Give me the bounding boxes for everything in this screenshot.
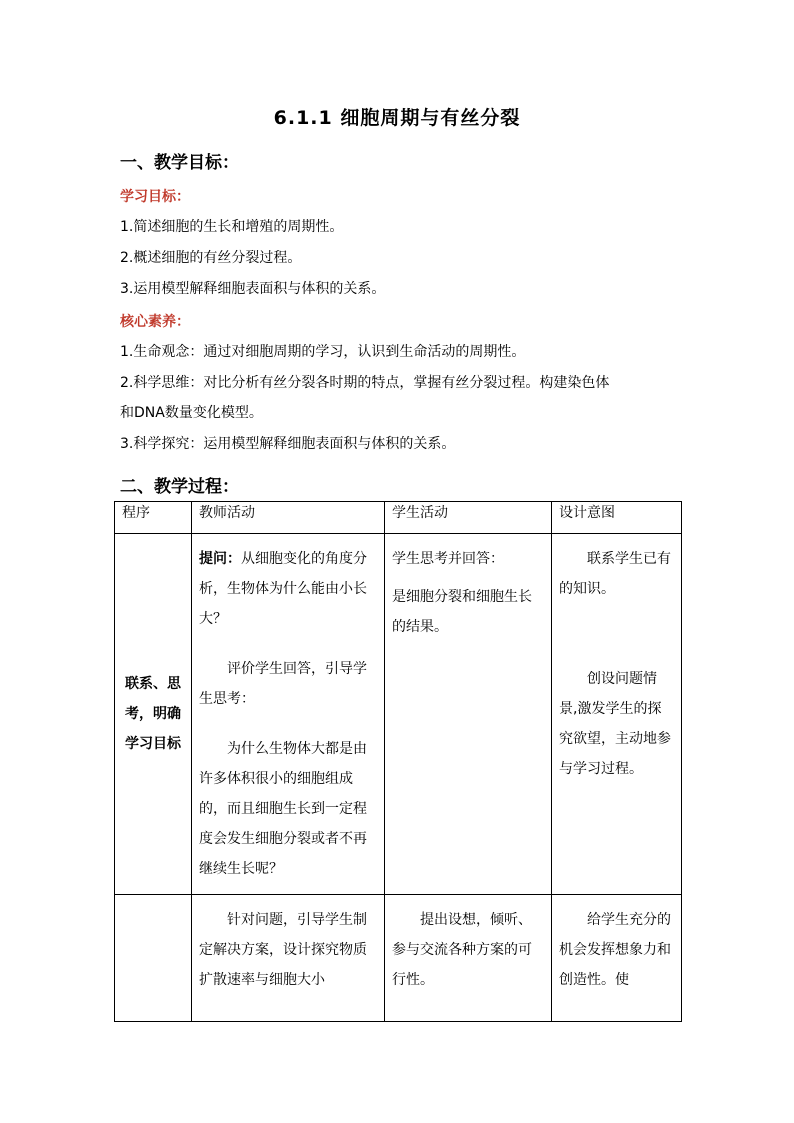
question-text: 从细胞变化的角度分析，生物体为什么能由小长大？	[199, 551, 367, 627]
stage-line: 考，明确	[125, 706, 181, 722]
table-header-row	[115, 502, 682, 534]
student-paragraph: 学生思考并回答：	[392, 551, 504, 567]
section1-heading: 一、教学目标：	[120, 153, 239, 173]
learning-goals-label: 学习目标：	[120, 189, 190, 205]
core-literacy-item: 和DNA数量变化模型。	[120, 405, 263, 421]
core-literacy-item: 3.科学探究：运用模型解释细胞表面积与体积的关系。	[120, 436, 456, 452]
section2-heading: 二、教学过程：	[120, 477, 239, 497]
design-intent-cell	[552, 534, 682, 895]
header-cell-intent: 设计意图	[552, 502, 682, 534]
stage-line: 学习目标	[125, 736, 181, 752]
teacher-activity-cell	[192, 534, 385, 895]
core-literacy-label: 核心素养：	[120, 314, 190, 330]
teacher-paragraph: 评价学生回答，引导学生思考：	[199, 661, 367, 707]
teacher-paragraph: 为什么生物体大都是由许多体积很小的细胞组成的，而且细胞生长到一定程度会发生细胞分裂或者不再继续生长呢？	[199, 741, 367, 877]
table-row	[115, 534, 682, 895]
teacher-question	[199, 544, 377, 634]
question-label: 提问：	[199, 551, 241, 567]
header-cell-student: 学生活动	[385, 502, 552, 534]
table-row	[115, 895, 682, 1022]
teacher-activity-cell: 针对问题，引导学生制定解决方案，设计探究物质扩散速率与细胞大小	[192, 895, 385, 1022]
stage-cell	[115, 534, 192, 895]
student-activity-cell	[385, 534, 552, 895]
stage-line: 联系、思	[125, 676, 181, 692]
core-literacy-item: 1.生命观念：通过对细胞周期的学习，认识到生命活动的周期性。	[120, 344, 526, 360]
intent-paragraph: 联系学生已有的知识。	[559, 551, 671, 597]
learning-goal-item: 2.概述细胞的有丝分裂过程。	[120, 250, 302, 266]
learning-goal-item: 3.运用模型解释细胞表面积与体积的关系。	[120, 281, 386, 297]
header-cell-procedure: 程序	[115, 502, 192, 534]
header-cell-teacher: 教师活动	[192, 502, 385, 534]
learning-goal-item: 1.简述细胞的生长和增殖的周期性。	[120, 219, 344, 235]
teaching-process-table	[114, 501, 682, 1022]
intent-paragraph: 创设问题情景,激发学生的探究欲望，主动地参与学习过程。	[559, 671, 671, 777]
design-intent-cell: 给学生充分的机会发挥想象力和创造性。使	[552, 895, 682, 1022]
core-literacy-item: 2.科学思维：对比分析有丝分裂各时期的特点，掌握有丝分裂过程。构建染色体	[120, 375, 610, 391]
student-activity-cell: 提出设想，倾听、参与交流各种方案的可行性。	[385, 895, 552, 1022]
student-paragraph: 是细胞分裂和细胞生长的结果。	[392, 589, 532, 635]
stage-cell	[115, 895, 192, 1022]
document-title: 6.1.1 细胞周期与有丝分裂	[273, 107, 521, 129]
